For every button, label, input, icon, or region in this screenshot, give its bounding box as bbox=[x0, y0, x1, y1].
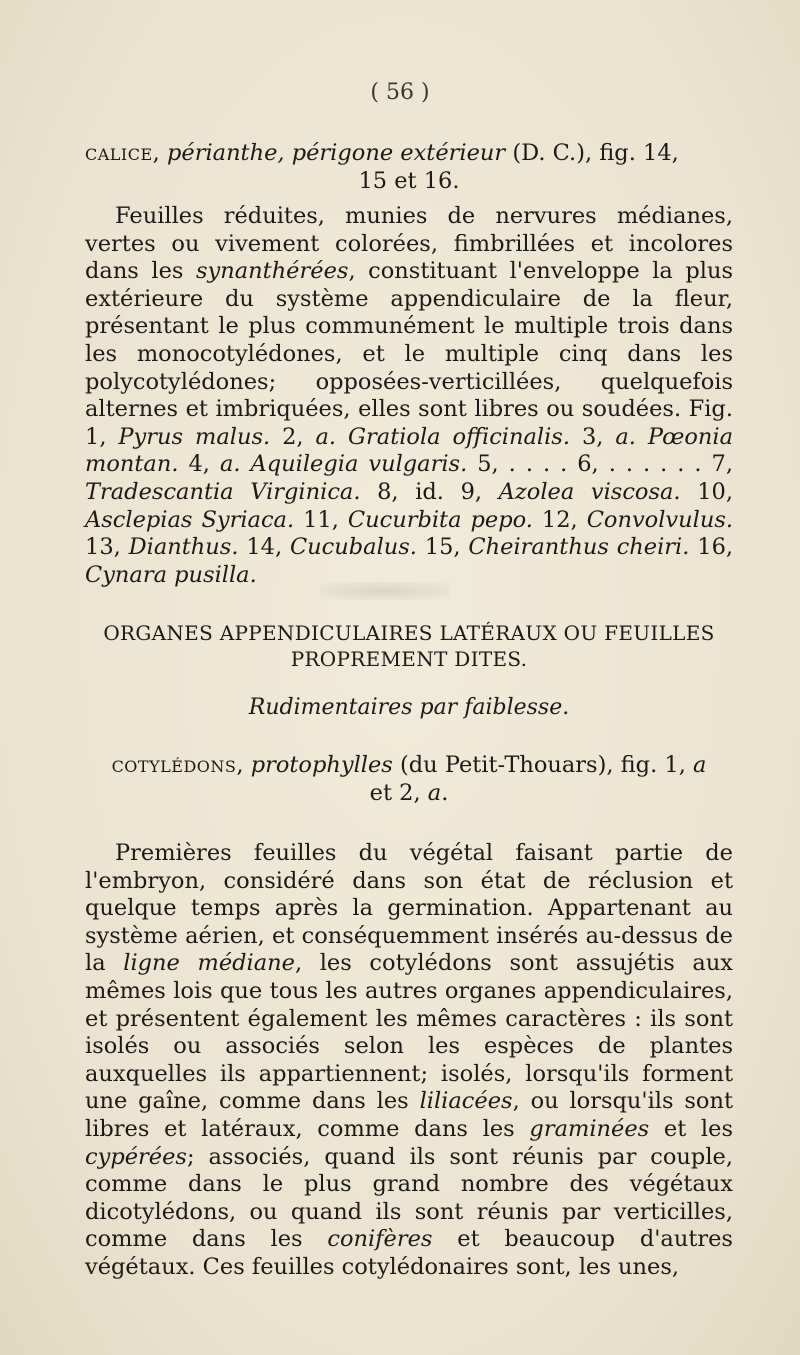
text-run: Feuilles réduites, munies de nervures médianes, vertes ou vivement colorées, fimbrillées et incolores dans les bbox=[85, 203, 733, 285]
cotyledons-entry bbox=[85, 752, 733, 807]
species-name: Convolvulus. bbox=[586, 506, 734, 533]
calice-entry-line1 bbox=[85, 140, 733, 168]
text-run: et beaucoup d'autres végétaux. Ces feuilles cotylédonaires sont, les unes, bbox=[85, 1226, 733, 1280]
species-name: Aquilegia vulgaris. bbox=[250, 451, 468, 478]
text-run: et 2, bbox=[369, 779, 428, 806]
section-heading bbox=[85, 620, 733, 672]
text-run: 11, bbox=[294, 506, 348, 533]
species-name: Azolea viscosa. bbox=[498, 478, 681, 505]
section-subheading: Rudimentaires par faiblesse. bbox=[248, 695, 570, 720]
term-coniferes: conifères bbox=[327, 1226, 433, 1253]
text-run: Premières feuilles du végétal faisant partie de l'embryon, considéré dans son état de réclusion et quelque temps après la germination. Appartenant au système aérien, et conséquemment insérés au-dessus de la bbox=[85, 840, 733, 977]
cotyledons-entry-line1 bbox=[85, 752, 733, 780]
calice-synonyms: périanthe, périgone extérieur bbox=[166, 140, 506, 166]
species-name: Dianthus. bbox=[128, 534, 239, 561]
cotyledons-reference: (du Petit-Thouars), fig. 1, bbox=[392, 752, 694, 778]
section-heading-line2: PROPREMENT DITES. bbox=[290, 647, 528, 671]
figure-letter: a. bbox=[219, 451, 241, 478]
species-name: Asclepias Syriaca. bbox=[85, 506, 295, 533]
text-run: et les bbox=[649, 1115, 733, 1142]
cotyledons-entry-line2 bbox=[85, 780, 733, 808]
cotyledons-paragraph bbox=[85, 840, 733, 1282]
term-synantherees: synanthérées bbox=[196, 258, 349, 285]
text-run bbox=[336, 424, 348, 450]
term-ligne-mediane: ligne médiane bbox=[123, 950, 295, 977]
figure-letter: a bbox=[693, 752, 707, 778]
figure-letter: a bbox=[427, 779, 442, 806]
separator: , bbox=[236, 752, 251, 778]
text-run: 10, bbox=[680, 478, 733, 505]
text-run: 12, bbox=[532, 506, 587, 533]
term-graminees: graminées bbox=[529, 1115, 650, 1142]
term-cotyledons: cotylédons bbox=[111, 752, 237, 778]
species-name: Pyrus malus. bbox=[118, 423, 271, 450]
species-name: Cucurbita pepo. bbox=[347, 506, 533, 533]
species-name: Gratiola officinalis. bbox=[348, 423, 571, 450]
term-liliacees: liliacées bbox=[419, 1088, 513, 1115]
text-run: 2, bbox=[270, 423, 316, 450]
text-run: , les cotylédons sont assujétis aux mêmes lois que tous les autres organes appendiculaires, et présentent également les mêmes caractères : ils sont isolés ou associés selon les espèces de plantes auxquelles ils appartiennent; isolés, lorsqu'ils forment une gaîne, comme dans les bbox=[85, 950, 733, 1115]
cotyledons-synonym: protophylles bbox=[250, 752, 393, 778]
species-name: Cheiranthus cheiri. bbox=[468, 534, 690, 561]
term-cyperees: cypérées bbox=[85, 1143, 187, 1170]
text-run: 15, bbox=[416, 534, 469, 561]
text-run: 14, bbox=[238, 534, 290, 561]
page-stain bbox=[320, 582, 450, 600]
separator: , bbox=[152, 140, 167, 166]
figure-letter: a. bbox=[315, 423, 337, 450]
calice-entry-line2: 15 et 16. bbox=[358, 167, 460, 194]
calice-entry bbox=[85, 140, 733, 195]
text-run: , ou lorsqu'ils sont libres et latéraux, comme dans les bbox=[85, 1088, 733, 1142]
text-run: ; associés, quand ils sont réunis par couple, comme dans le plus grand nombre des végétaux dicotylédons, ou quand ils sont réunis par verticilles, comme dans les bbox=[85, 1143, 733, 1253]
term-calice: calice bbox=[85, 140, 153, 166]
species-name: Cynara pusilla. bbox=[85, 561, 257, 588]
section-heading-line1: ORGANES APPENDICULAIRES LATÉRAUX OU FEUILLES bbox=[103, 621, 715, 645]
text-run: 13, bbox=[85, 534, 129, 561]
calice-reference: (D. C.), fig. 14, bbox=[505, 140, 679, 166]
text-run bbox=[241, 451, 251, 477]
text-run: . bbox=[441, 779, 449, 806]
text-run: 4, bbox=[178, 451, 220, 478]
species-name: Cucubalus. bbox=[289, 534, 417, 561]
page-number: ( 56 ) bbox=[370, 80, 430, 105]
text-run: 16, bbox=[689, 534, 734, 561]
text-run bbox=[636, 424, 648, 450]
text-run: 5, . . . . 6, . . . . . . 7, bbox=[467, 451, 733, 478]
species-name: Pœonia montan. bbox=[85, 423, 734, 478]
text-run: 8, id. 9, bbox=[360, 478, 499, 505]
calice-paragraph bbox=[85, 203, 733, 589]
text-run: , constituant l'enveloppe la plus extérieure du système appendiculaire de la fleur, présentant le plus communément le multiple trois dans les monocotylédones, et le multiple cinq dans les polycotylédones; opposées-verticillées, quelquefois alternes et imbriquées, elles sont libres ou soudées. Fig. 1, bbox=[85, 258, 733, 450]
text-run: 3, bbox=[570, 423, 616, 450]
figure-letter: a. bbox=[615, 423, 636, 450]
species-name: Tradescantia Virginica. bbox=[85, 478, 361, 505]
